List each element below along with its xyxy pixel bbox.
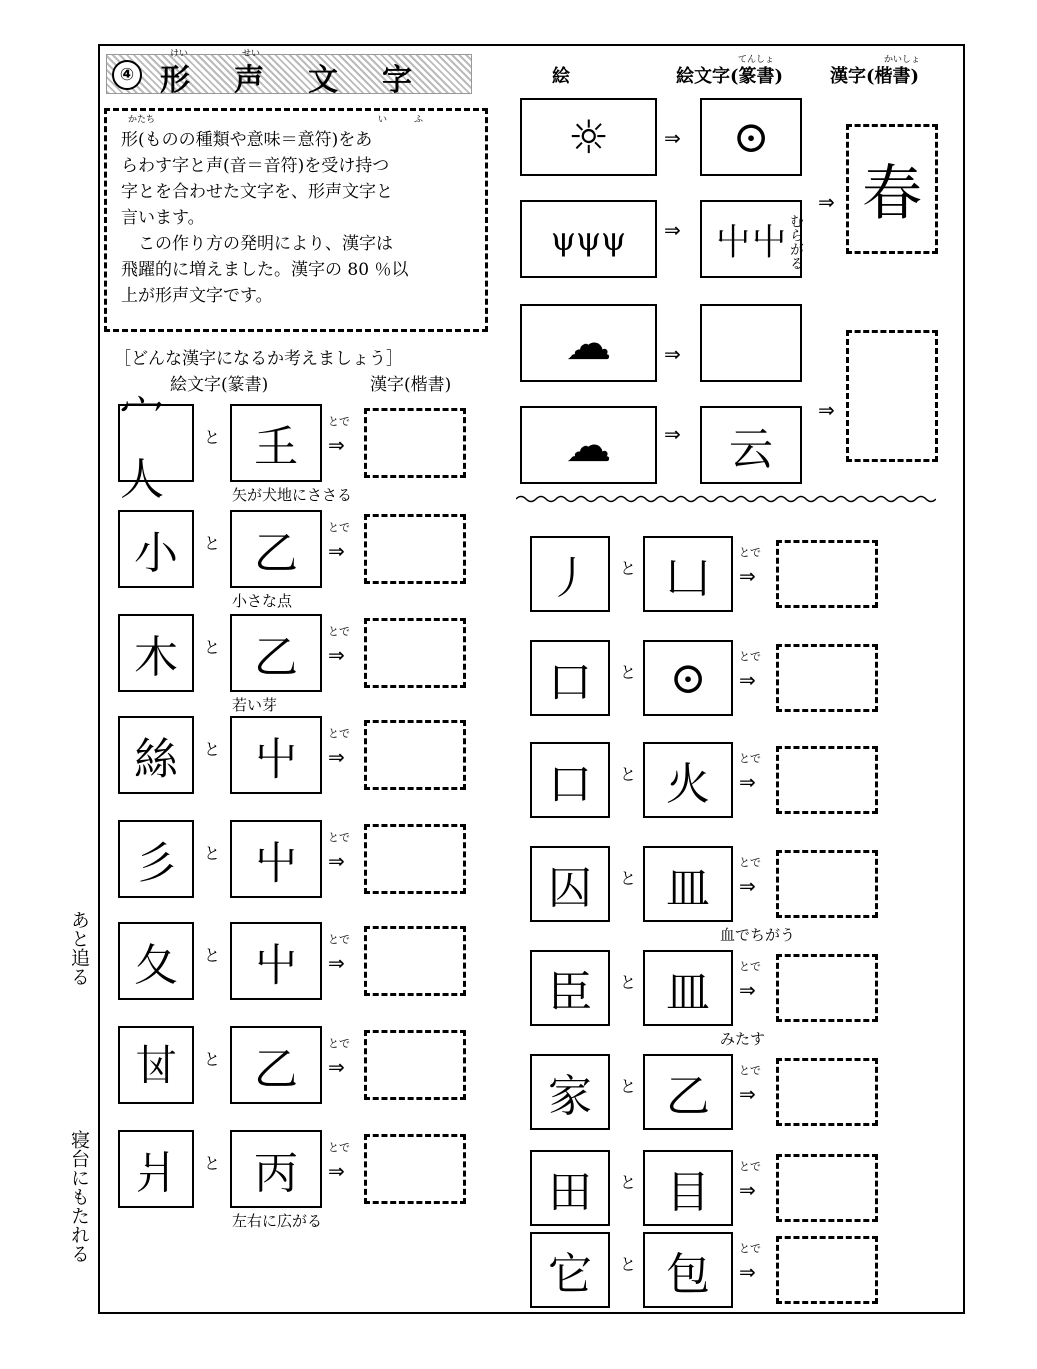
tode-label: とで (739, 752, 761, 765)
tode-label: とで (328, 1141, 350, 1154)
sound-box (230, 1026, 322, 1104)
arrow: ⇒ (328, 539, 345, 563)
seal-glyph: 云 (729, 424, 773, 475)
radical-glyph: 彡 (134, 838, 178, 889)
sound-glyph: 火 (666, 759, 710, 810)
arrow: ⇒ (664, 342, 681, 366)
col-kanji-header: 漢字(楷書) (830, 66, 920, 87)
radical-box (118, 614, 194, 692)
answer-box[interactable] (364, 720, 466, 790)
radical-glyph: 木 (134, 632, 178, 683)
left-col-emoji-header: 絵文字(篆書) (170, 375, 269, 395)
radical-box (530, 536, 610, 612)
sound-glyph: 乙 (254, 528, 298, 579)
radical-glyph: 囚 (548, 863, 592, 914)
left-col-kanji-header: 漢字(楷書) (370, 375, 452, 395)
sound-box (230, 1130, 322, 1208)
radical-box (118, 922, 194, 1000)
ruby-i: い (378, 115, 388, 125)
sound-box (643, 742, 733, 818)
tode-label: とで (739, 856, 761, 869)
radical-glyph: 臣 (548, 967, 592, 1018)
title-char-2: 声 (234, 63, 264, 98)
answer-box[interactable] (776, 1058, 878, 1126)
title-char-4: 字 (382, 63, 412, 98)
arrow: ⇒ (664, 422, 681, 446)
ruby-kaisho: かいしょ (884, 55, 921, 65)
sound-glyph: 屮 (254, 734, 298, 785)
tode-label: とで (739, 1242, 761, 1255)
to-label: と (620, 973, 637, 992)
picture-box-sun (520, 98, 657, 176)
handwritten-note: 小さな点 (232, 592, 293, 610)
handwritten-note: 左右に広がる (232, 1212, 323, 1230)
arrow: ⇒ (739, 1260, 756, 1284)
answer-box[interactable] (776, 540, 878, 608)
side-note: 寝台にもたれる (68, 1130, 90, 1263)
to-label: と (204, 534, 221, 553)
radical-glyph: 家 (548, 1071, 592, 1122)
arrow: ⇒ (328, 1159, 345, 1183)
seal-box-sun (700, 98, 802, 176)
radical-glyph: 田 (548, 1167, 592, 1218)
radical-box (530, 640, 610, 716)
tode-label: とで (739, 546, 761, 559)
radical-box (118, 510, 194, 588)
answer-box[interactable] (776, 746, 878, 814)
radical-glyph: 絲 (134, 734, 178, 785)
to-label: と (204, 740, 221, 759)
sound-box (230, 922, 322, 1000)
rain-cloud-icon: ☁ (565, 316, 612, 370)
arrow: ⇒ (739, 668, 756, 692)
tode-label: とで (739, 1064, 761, 1077)
radical-box (530, 1054, 610, 1130)
arrow: ⇒ (739, 874, 756, 898)
sound-glyph: 凵 (666, 553, 710, 604)
answer-box[interactable] (776, 954, 878, 1022)
tode-label: とで (739, 1160, 761, 1173)
answer-kanji: 春 (862, 159, 922, 229)
sound-glyph: 乙 (254, 632, 298, 683)
handwritten-note: 矢が犬地にささる (232, 486, 353, 504)
arrow: ⇒ (328, 951, 345, 975)
to-label: と (620, 1077, 637, 1096)
radical-glyph: 口 (548, 657, 592, 708)
sound-glyph: 乙 (254, 1044, 298, 1095)
radical-box (118, 1130, 194, 1208)
answer-box[interactable] (776, 850, 878, 918)
answer-box[interactable] (776, 1236, 878, 1304)
to-label: と (204, 428, 221, 447)
to-label: と (620, 1173, 637, 1192)
sound-glyph: ⊙ (669, 652, 707, 704)
sound-box (643, 536, 733, 612)
seal-glyph: 屮屮 (714, 221, 787, 263)
arrow: ⇒ (328, 1055, 345, 1079)
title-ruby-2: せい (242, 49, 261, 59)
answer-box-spring (846, 124, 938, 254)
arrow: ⇒ (664, 126, 681, 150)
to-label: と (620, 663, 637, 682)
title-char-1: 形 (160, 63, 190, 98)
radical-glyph: 它 (548, 1249, 592, 1300)
radical-box (530, 1150, 610, 1226)
to-label: と (204, 1050, 221, 1069)
answer-box[interactable] (364, 824, 466, 894)
radical-glyph: 爿 (134, 1148, 178, 1199)
arrow: ⇒ (739, 770, 756, 794)
arrow: ⇒ (328, 745, 345, 769)
ruby-tensho: てんしょ (738, 55, 775, 65)
arrow: ⇒ (664, 218, 681, 242)
tode-label: とで (328, 1037, 350, 1050)
sound-box (230, 404, 322, 482)
answer-box[interactable] (846, 330, 938, 462)
to-label: と (204, 844, 221, 863)
seal-box-rain (700, 304, 802, 382)
sound-box (230, 510, 322, 588)
handwritten-note: 若い芽 (232, 696, 278, 714)
radical-glyph: 宀人 (120, 390, 164, 505)
tode-label: とで (328, 415, 350, 428)
answer-box[interactable] (364, 1134, 466, 1204)
explanation-line: 形(ものの種類や意味＝意符)をあ (121, 130, 373, 150)
answer-box[interactable] (364, 514, 466, 584)
explanation-line: 上が形声文字です。 (121, 286, 273, 306)
radical-box (118, 820, 194, 898)
tode-label: とで (739, 960, 761, 973)
picture-box-grass (520, 200, 657, 278)
explanation-line: らわす字と声(音＝音符)を受け持つ (121, 156, 390, 176)
sound-glyph: 皿 (666, 863, 710, 914)
grass-icon: ψψψ (550, 220, 627, 258)
explanation-line: 字とを合わせた文字を、形声文字と (121, 182, 393, 202)
answer-box[interactable] (776, 644, 878, 712)
to-label: と (204, 1154, 221, 1173)
picture-box-cloud (520, 406, 657, 484)
to-label: と (204, 946, 221, 965)
arrow: ⇒ (328, 433, 345, 457)
to-label: と (620, 765, 637, 784)
answer-box[interactable] (364, 408, 466, 478)
tode-label: とで (328, 727, 350, 740)
answer-box[interactable] (776, 1154, 878, 1222)
to-label: と (620, 1255, 637, 1274)
ruby-katachi: かたち (128, 115, 156, 125)
sound-glyph: 𡈼 (254, 422, 298, 473)
sun-icon: ☼ (567, 110, 610, 164)
arrow: ⇒ (328, 643, 345, 667)
to-label: と (204, 638, 221, 657)
radical-box (118, 1026, 194, 1104)
sound-box (230, 820, 322, 898)
radical-glyph: 丿 (548, 553, 592, 604)
sound-box (230, 614, 322, 692)
sound-box (643, 1054, 733, 1130)
picture-box-rain (520, 304, 657, 382)
section-number: ④ (112, 60, 142, 90)
sound-glyph: 乙 (666, 1071, 710, 1122)
radical-glyph: 夂 (134, 940, 178, 991)
wavy-divider (516, 494, 936, 504)
sound-box (643, 846, 733, 922)
sound-box (643, 950, 733, 1026)
arrow: ⇒ (328, 849, 345, 873)
sound-box (643, 640, 733, 716)
cloud-icon: ☁ (565, 418, 612, 472)
sound-glyph: 屮 (254, 940, 298, 991)
explanation-line: この作り方の発明により、漢字は (138, 234, 393, 254)
sound-glyph: 丙 (254, 1148, 298, 1199)
side-note: あと追る (68, 910, 90, 986)
sound-glyph: 目 (666, 1167, 710, 1218)
sound-box (230, 716, 322, 794)
to-label: と (620, 869, 637, 888)
answer-box[interactable] (364, 1030, 466, 1100)
col-emoji-header: 絵文字(篆書) (676, 66, 784, 87)
prompt-text: ［どんな漢字になるか考えましょう］ (114, 349, 403, 369)
arrow: ⇒ (739, 978, 756, 1002)
radical-box (530, 846, 610, 922)
tode-label: とで (739, 650, 761, 663)
explanation-line: 言います。 (121, 208, 205, 228)
handwritten-note: 血でちがう (720, 926, 796, 944)
radical-glyph: 𠀠 (134, 1041, 178, 1092)
sound-box (643, 1232, 733, 1308)
arrow: ⇒ (818, 190, 835, 214)
arrow: ⇒ (739, 1082, 756, 1106)
radical-box (530, 950, 610, 1026)
answer-box[interactable] (364, 926, 466, 996)
title-char-3: 文 (308, 63, 338, 98)
handwritten-note: みたす (720, 1030, 766, 1048)
explanation-line: 飛躍的に増えました。漢字の 80 ％以 (121, 260, 409, 280)
radical-box (118, 390, 194, 505)
arrow: ⇒ (818, 398, 835, 422)
tode-label: とで (328, 933, 350, 946)
arrow: ⇒ (739, 1178, 756, 1202)
sound-glyph: 皿 (666, 967, 710, 1018)
seal-box-cloud (700, 406, 802, 484)
arrow: ⇒ (739, 564, 756, 588)
ruby-fu: ふ (414, 115, 424, 125)
tode-label: とで (328, 521, 350, 534)
col-picture-header: 絵 (552, 66, 570, 87)
radical-box (530, 742, 610, 818)
handwritten-note: むらがる (788, 214, 804, 270)
sound-glyph: 屮 (254, 838, 298, 889)
tode-label: とで (328, 831, 350, 844)
radical-box (530, 1232, 610, 1308)
radical-box (118, 716, 194, 794)
sound-glyph: 包 (666, 1249, 710, 1300)
tode-label: とで (328, 625, 350, 638)
radical-glyph: 小 (134, 528, 178, 579)
sound-box (643, 1150, 733, 1226)
answer-box[interactable] (364, 618, 466, 688)
explanation-box (104, 108, 488, 332)
seal-glyph: ⊙ (732, 111, 770, 163)
title-ruby-1: けい (170, 49, 189, 59)
to-label: と (620, 559, 637, 578)
radical-glyph: 口 (548, 759, 592, 810)
